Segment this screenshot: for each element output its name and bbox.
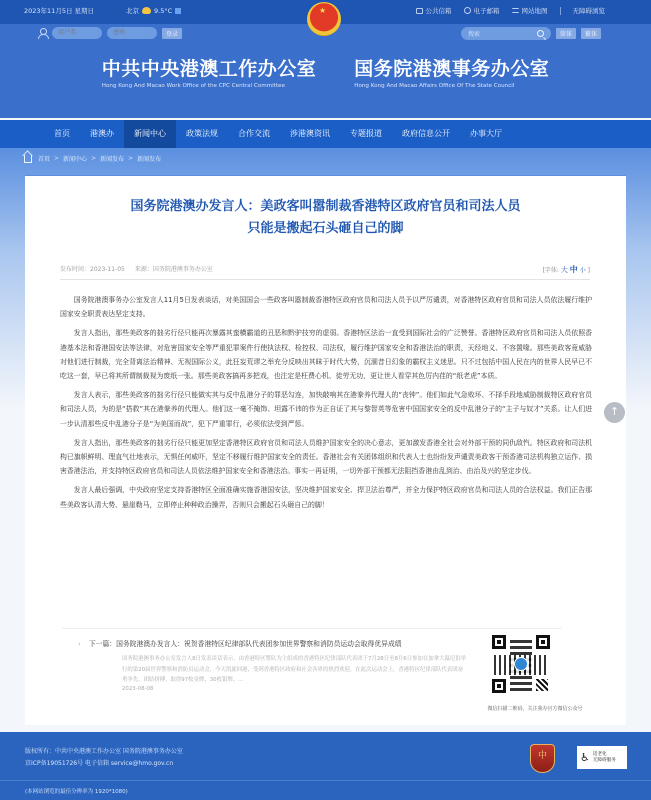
access-badge-line2: 无障碍服务 [592,757,616,763]
sitemap-label: 网站地图 [521,7,548,15]
site-titles [0,58,651,89]
qr-pattern [536,679,548,691]
hmo-logo-icon [514,657,528,671]
article-title-line1: 国务院港澳办发言人：美政客叫嚣制裁香港特区政府官员和司法人员 [130,199,521,214]
font-size-small-button[interactable]: 小 [579,267,586,274]
back-to-top-button[interactable] [604,402,625,423]
breadcrumb-home[interactable]: 首页 [38,156,51,163]
nav-service-hall[interactable]: 办事大厅 [470,129,502,138]
simplified-chinese-button[interactable]: 简体 [556,28,576,39]
national-emblem-icon [307,2,341,36]
qr-corner [492,679,506,693]
article-meta [60,264,590,275]
topbar-separator [560,7,561,15]
topbar-left [24,6,181,15]
article-paragraph: 发言人表示，那些美政客的拙劣行径只能做实其与反中乱港分子的罪恶勾连，加快敲响其在港豢养代理人的“丧钟”。他们如此气急败坏、不择手段地威胁制裁特区政府官员和司法人员，为的是“搭救”其在港豢养的代理人。他们这一毫不掩饰、坦露不讳的作为正自证了其与黎智英等危害中国国家安全的反中乱港分子的“主子与奴才”关系。让人们进一步认清那些反中乱港分子是“为美国而战”，犯下严重罪行，必须依法受到严惩。 [60,391,592,428]
next-article-link[interactable] [78,638,468,648]
next-article [78,638,468,692]
breadcrumb-separator: > [91,155,97,162]
article-paragraph: 发言人指出，那些美政客的拙劣行径只能更加坚定香港特区政府官员和司法人员维护国家安全的决心意志，更加激发香港全社会对外部干预的同仇敌忾。特区政府和司法机构已旗帜鲜明、理直气壮地表示，无惧任何威吓，坚定不移履行维护国家安全的责任。香港社会有关团体组织和代表人士也纷纷发声谴责美政客干预香港司法机构独立运作、损害香港法治，并支持特区政府官员和司法人员依法维护国家安全和香港法治。事实一再证明，一切外部干预都无法阻挡香港由乱到治、由治及兴的坚定步伐。 [60,438,592,476]
breadcrumb-separator: > [54,155,60,162]
nav-news-center[interactable]: 新闻中心 [124,120,176,148]
arrow-up-icon: ↑ [609,405,620,418]
email-label: 电子邮箱 [473,7,500,15]
main-nav [0,120,651,148]
nav-gov-info[interactable]: 政府信息公开 [402,129,450,138]
work-office-title-block[interactable] [102,58,317,89]
search-area [461,27,601,40]
traditional-chinese-button[interactable]: 繁体 [581,28,601,39]
icp-and-email: 京ICP备19051726号 电子信箱 service@hmo.gov.cn [25,760,174,767]
qr-caption: 微信扫描二维码，关注我办官方微信公众号 [487,706,583,712]
breadcrumb [24,154,161,163]
qr-corner [536,635,550,649]
gov-agency-badge-icon[interactable] [530,744,555,773]
mail-icon [416,8,423,14]
accessibility-link[interactable] [573,6,606,15]
weather-widget [126,6,181,15]
temperature: 9.5°C [154,6,173,15]
work-office-subtitle: Hong Kong And Macao Work Office of the CPC Central Committee [101,83,285,89]
wheelchair-icon: ♿ [580,751,590,764]
font-size-large-button[interactable]: 大 [560,266,568,274]
work-office-title: 中共中央港澳工作办公室 [101,58,317,80]
breadcrumb-news-release[interactable]: 新闻发布 [100,156,125,163]
home-icon[interactable] [24,155,32,163]
publish-time: 发布时间：2023-11-05 [60,266,125,273]
resolution-note: (本网站浏览的最佳分辨率为 1920*1080) [25,789,128,795]
article-paragraph: 发言人指出，那些美政客的拙劣行径只能再次暴露其蛮横霸道的丑恶和黔驴技穷的虚弱。香港特区法治一直受到国际社会的广泛赞誉。香港特区政府官员和司法人员依照香港基本法和香港国安法等法律，对危害国家安全等严重犯罪案件行使执法权、检控权、司法权，履行维护国家安全和香港法治的职责，天经地义、不容置喙。那些美政客竟威胁对他们进行制裁，完全背离法治精神、无视国际公义，此狂妄荒谬之举充分反映出其昧于时代大势，沉湎昔日幻象的霸权主义迷思。只不过包括中国人民在内的世界人民早已不吃这一套，早已将其所谓制裁视为废纸一张。那些美政客搞再多把戏，也注定是枉费心机、徒劳无功，更让世人看穿其色厉内荏的“纸老虎”本质。 [60,329,592,381]
search-icon[interactable] [537,30,544,37]
affairs-office-title: 国务院港澳事务办公室 [354,58,550,80]
partly-cloudy-icon [142,7,151,14]
search-placeholder: 搜索 [467,31,480,38]
font-size-medium-button[interactable]: 中 [569,265,578,274]
next-article-title: 国务院港澳办发言人：祝贺香港特区纪律部队代表团参加世界警察和消防员运动会取得优异成绩 [116,640,402,648]
nav-policies[interactable]: 政策法规 [186,129,218,138]
sitemap-link[interactable] [512,6,548,15]
public-mailbox-label: 公共信箱 [425,7,452,15]
at-icon [464,7,471,14]
city: 北京 [126,7,140,15]
user-icon [38,28,47,38]
password-input[interactable] [107,27,157,39]
breadcrumb-news-center[interactable]: 新闻中心 [63,156,88,163]
username-input[interactable] [52,27,102,39]
nav-cooperation[interactable]: 合作交流 [238,129,270,138]
current-date: 2023年11月5日 星期日 [24,7,95,15]
topbar-links [416,6,606,15]
article-title [25,196,626,240]
font-size-label: [字体: [542,267,559,274]
affairs-office-title-block[interactable] [354,58,549,89]
site-header [0,0,651,118]
list-icon [512,8,519,13]
article-divider [62,628,562,629]
chevron-right-icon: › [78,640,81,648]
article-body [60,293,592,517]
article-title-line2: 只能是搬起石头砸自己的脚 [247,221,404,236]
accessibility-label: 无障碍浏览 [572,7,605,15]
article-paragraph: 国务院港澳事务办公室发言人11月5日发表谈话，对美国国会一些政客叫嚣制裁香港特区政府官员和司法人员予以严厉谴责，对香港特区政府官员和司法人员依法履行维护国家安全职责表达坚定支持。 [60,296,592,319]
meta-divider [60,279,590,280]
accessibility-service-badge[interactable] [577,746,627,769]
copyright: 版权所有：中共中央港澳工作办公室 国务院港澳事务办公室 [25,748,183,755]
qr-corner [492,635,506,649]
next-article-date: 2023-08-08 [122,685,154,692]
gov-badge-glyph: 中 [537,751,547,761]
footer-divider [0,780,651,781]
next-article-summary: 国务院港澳事务办公室发言人8日发表谈话表示，由香港特区警队为主组成的香港特区纪律部队代表团于7月28日至8月6日参加在加拿大温尼伯举行的第20届世界警察和消防员运动会，今天凯旋回港，受到香港特区政府和社会各界的热烈欢迎。在此次运动会上，香港特区纪律部队代表团奋勇争先、团结拼搏，取得97枚金牌、30枚银牌、... [122,656,467,683]
public-mailbox-link[interactable] [416,6,452,15]
article-source: 来源：国务院港澳事务办公室 [134,266,213,273]
article-paragraph: 发言人最后强调，中央政府坚定支持香港特区全面准确实施香港国安法，坚决维护国家安全、捍卫法治尊严，并全力保护特区政府官员和司法人员的合法权益。我们正告那些美政客认清大势、悬崖勒马，立即停止种种政治操弄，否则只会搬起石头砸自己的脚！ [60,486,592,509]
nav-hmo[interactable]: 港澳办 [90,129,114,138]
login-button[interactable]: 登录 [162,28,182,39]
email-link[interactable] [464,6,500,15]
nav-home[interactable]: 首页 [54,129,70,138]
breadcrumb-current[interactable]: 新闻发布 [137,156,162,163]
affairs-office-subtitle: Hong Kong And Macao Affairs Office Of The State Council [354,83,515,89]
nav-special-reports[interactable]: 专题报道 [350,129,382,138]
login-form [38,27,182,39]
font-size-control [543,264,590,275]
font-size-label-end: ] [587,267,590,274]
nav-hk-macao-info[interactable]: 涉港澳资讯 [290,129,330,138]
next-article-prefix: 下一篇： [88,640,117,648]
search-input[interactable] [461,27,551,40]
breadcrumb-separator: > [128,155,134,162]
site-footer [0,732,651,800]
weather-detail-icon[interactable] [175,8,181,14]
access-badge-line1: 适老化 [592,751,607,757]
